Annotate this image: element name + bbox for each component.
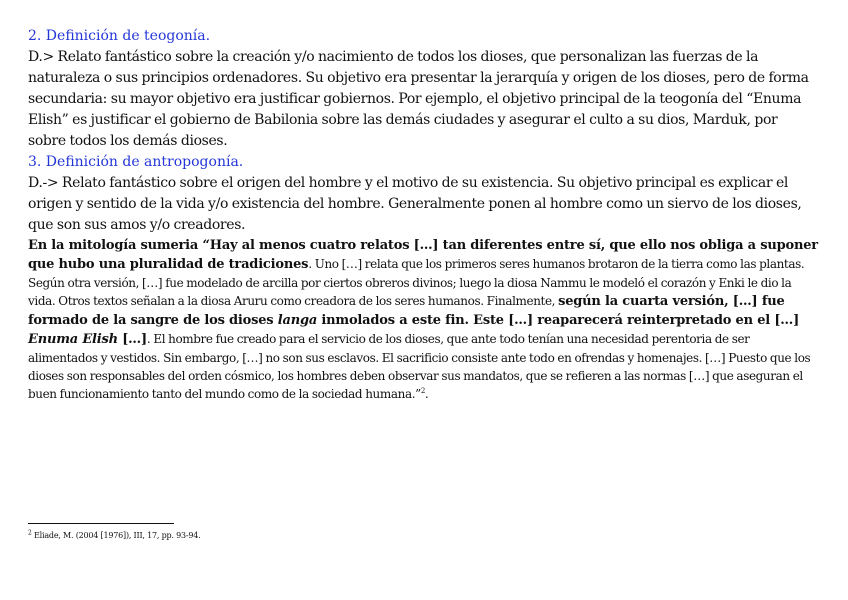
- footnote: [28, 530, 201, 541]
- footnote-text: Eliade, M. (2004 [1976]), III, 17, pp. 93-94.: [33, 531, 201, 540]
- document-body: [28, 26, 818, 403]
- footnote-marker: 2: [28, 529, 32, 537]
- quote-bold-2: según la cuarta versión, […] fue formado de la sangre de los dioses: [28, 294, 785, 328]
- quote-bold-1: En la mitología sumeria “Hay al menos cuatro relatos […] tan diferentes entre sí, que ello nos obliga a suponer que hubo una pluralidad de tradiciones: [28, 238, 818, 272]
- quote-bold-3: inmolados a este fin. Este […] reaparecerá reinterpretado en el […]: [317, 313, 800, 328]
- footnote-reference[interactable]: 2: [420, 387, 425, 395]
- sumerian-quote: [28, 236, 818, 403]
- section-3-definition: D.-> Relato fantástico sobre el origen del hombre y el motivo de su existencia. Su objetivo principal es explicar el origen y sentido de la vida y/o existencia del hombre. Generalmente ponen al hombre como un siervo de los dioses, que son sus amos y/o creadores.: [28, 175, 802, 233]
- section-3-heading: 3. Definición de antropogonía.: [28, 154, 244, 170]
- section-2-definition: D.> Relato fantástico sobre la creación y/o nacimiento de todos los dioses, que personalizan las fuerzas de la naturaleza o sus principios ordenadores. Su objetivo era presentar la jerarquía y origen de los dioses, pero de forma secundaria: su mayor objetivo era justificar gobiernos. Por ejemplo, el objetivo principal de la teogonía del “Enuma Elish” es justificar el gobierno de Babilonia sobre las demás ciudades y asegurar el culto a su dios, Marduk, por sobre todos los demás dioses.: [28, 49, 809, 149]
- quote-plain-2: . El hombre fue creado para el servicio de los dioses, que ante todo tenían una necesidad perentoria de ser alimentados y vestidos. Sin embargo, […] no son sus esclavos. El sacrificio consiste ante todo en ofrendas y homenajes. […] Puesto que los dioses son responsables del orden cósmico, los hombres deben observar sus mandatos, que se refieren a las normas […] que aseguran el buen funcionamiento tanto del mundo como de la sociedad humana.”: [28, 332, 811, 401]
- section-2-heading: 2. Definición de teogonía.: [28, 28, 211, 44]
- footnote-divider: [28, 523, 174, 524]
- quote-term-langa: langa: [277, 313, 318, 328]
- quote-end: .: [424, 387, 429, 401]
- quote-bold-4: […]: [117, 332, 147, 347]
- quote-plain-1: . Uno […] relata que los primeros seres humanos brotaron de la tierra como las plantas. Según otra versión, […] fue modelado de arcilla por ciertos obreros divinos; luego la diosa Nammu le modeló el corazón y Enki le dio la vida. Otros textos señalan a la diosa Aruru como creadora de los seres humanos. Finalmente,: [28, 257, 805, 308]
- quote-term-enuma-elish: Enuma Elish: [28, 332, 118, 347]
